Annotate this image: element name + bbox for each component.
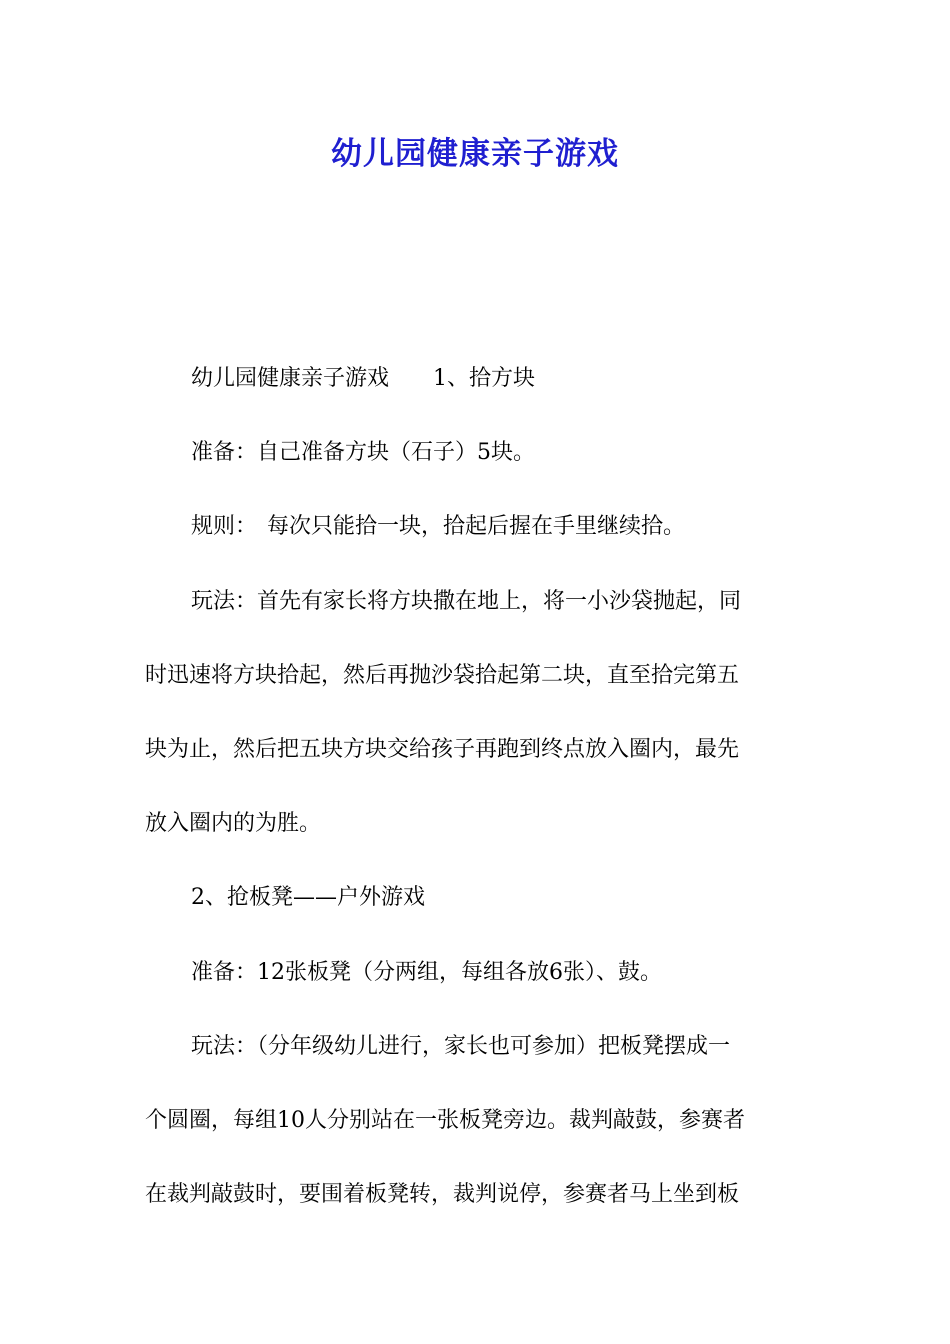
section1-rule-label: 规则： bbox=[191, 514, 258, 540]
section1-heading bbox=[145, 342, 807, 416]
section1-heading-prefix: 幼儿园健康亲子游戏 bbox=[191, 366, 390, 391]
section2-play-line: 玩法：（分年级幼儿进行，家长也可参加）把板凳摆成一 bbox=[191, 1033, 731, 1059]
section2-play-line: 在裁判敲鼓时，要围着板凳转，裁判说停，参赛者马上坐到板 bbox=[145, 1182, 740, 1208]
section1-prep: 准备：自己准备方块（石子）5块。 bbox=[191, 440, 535, 466]
section2-play-line: 个圆圈，每组10人分别站在一张板凳旁边。裁判敲鼓，参赛者 bbox=[145, 1107, 745, 1133]
section1-play-line: 玩法：首先有家长将方块撒在地上，将一小沙袋抛起，同 bbox=[191, 588, 742, 614]
document-body bbox=[145, 342, 807, 1232]
section1-rule bbox=[145, 490, 807, 564]
section1-play-line: 块为止，然后把五块方块交给孩子再跑到终点放入圈内，最先 bbox=[145, 736, 740, 762]
section1-heading-item: 1、拾方块 bbox=[433, 366, 536, 391]
section2-prep: 准备：12张板凳（分两组，每组各放6张）、鼓。 bbox=[191, 959, 662, 985]
section1-rule-text: 每次只能拾一块，拾起后握在手里继续拾。 bbox=[267, 514, 686, 540]
section2-heading: 2、抢板凳——户外游戏 bbox=[191, 885, 425, 911]
section1-play-line: 放入圈内的为胜。 bbox=[145, 811, 322, 837]
section1-play-line: 时迅速将方块拾起，然后再抛沙袋拾起第二块，直至拾完第五 bbox=[145, 662, 740, 688]
document-title: 幼儿园健康亲子游戏 bbox=[331, 136, 619, 172]
